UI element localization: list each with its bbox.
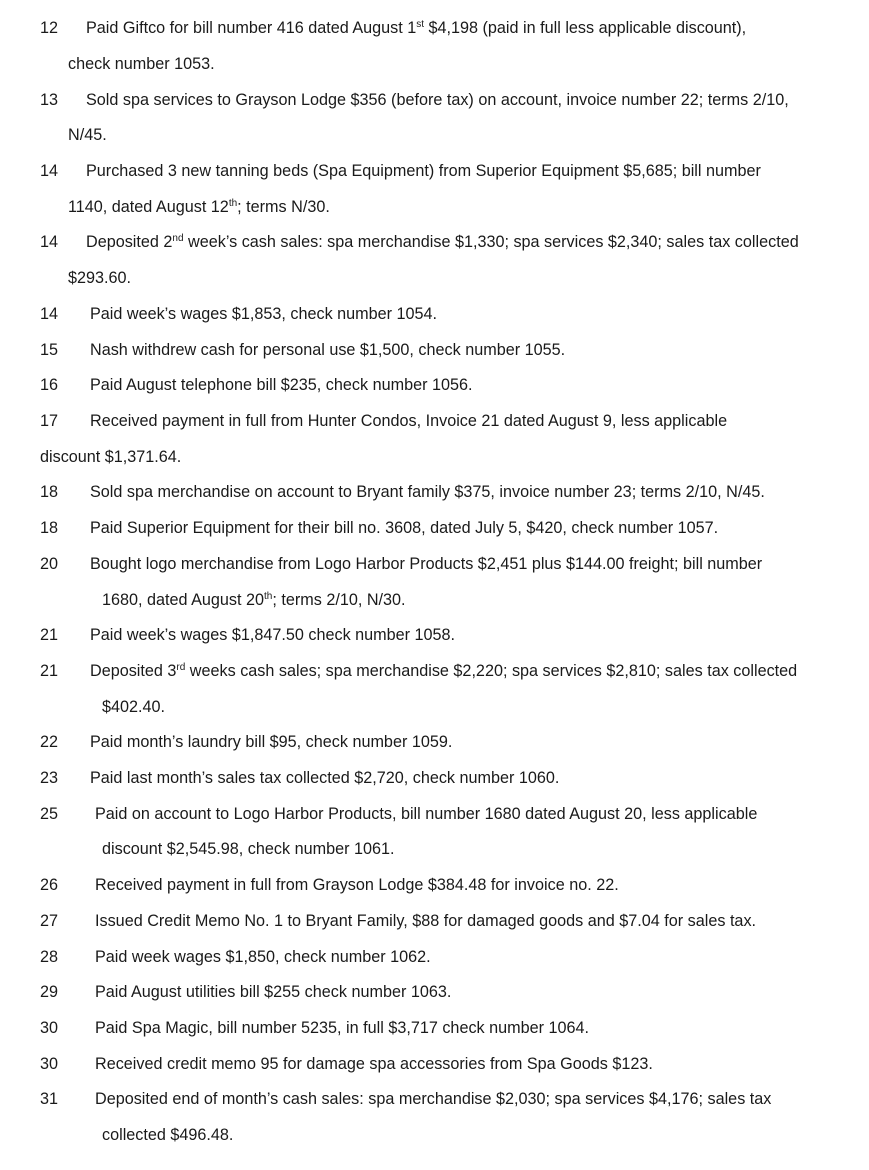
entry-text: Bought logo merchandise from Logo Harbor Products $2,451 plus $144.00 freight; bill number: [90, 555, 763, 573]
entry-day: 17: [40, 412, 59, 430]
entry-text: Purchased 3 new tanning beds (Spa Equipment) from Superior Equipment $5,685; bill number: [86, 162, 761, 180]
entry-text: Paid Spa Magic, bill number 5235, in full $3,717 check number 1064.: [95, 1019, 590, 1037]
entry-text: Sold spa merchandise on account to Bryant family $375, invoice number 23; terms 2/10, N/45.: [90, 483, 765, 501]
entry-text: Deposited end of month’s cash sales: spa merchandise $2,030; spa services $4,176; sales tax: [95, 1090, 772, 1108]
entry-text: Paid week’s wages $1,847.50 check number 1058.: [90, 626, 456, 644]
entry-day: 18: [40, 519, 59, 537]
entry-text: Paid Giftco for bill number 416 dated August 1st $4,198 (paid in full less applicable discount),: [86, 19, 747, 37]
entry-text: Received payment in full from Grayson Lodge $384.48 for invoice no. 22.: [95, 876, 619, 894]
entry-text: Paid last month’s sales tax collected $2,720, check number 1060.: [90, 769, 560, 787]
entry-day: 13: [40, 91, 59, 109]
entry-text: Paid month’s laundry bill $95, check number 1059.: [90, 733, 453, 751]
entry-day: 26: [40, 876, 59, 894]
entry-day: 14: [40, 162, 59, 180]
entry-day: 20: [40, 555, 59, 573]
entry-text: Paid August telephone bill $235, check number 1056.: [90, 376, 473, 394]
entry-text: Paid August utilities bill $255 check number 1063.: [95, 983, 452, 1001]
entry-day: 25: [40, 805, 59, 823]
entry-day: 29: [40, 983, 59, 1001]
entry-day: 21: [40, 626, 59, 644]
entry-day: 12: [40, 19, 59, 37]
entry-day: 14: [40, 305, 59, 323]
entry-day: 15: [40, 341, 59, 359]
entry-day: 23: [40, 769, 59, 787]
entry-text: Deposited 3rd weeks cash sales; spa merchandise $2,220; spa services $2,810; sales tax collected: [90, 662, 798, 680]
entry-day: 31: [40, 1090, 59, 1108]
entry-text: Nash withdrew cash for personal use $1,500, check number 1055.: [90, 341, 566, 359]
entry-text: Paid on account to Logo Harbor Products, bill number 1680 dated August 20, less applicable: [95, 805, 758, 823]
transaction-list: 12 Paid Giftco for bill number 416 dated August 1st $4,198 (paid in full less applicable discount), check number 1053. 13 Sold spa services to Grayson Lodge $356 (before tax) on account, invoice number 22; terms 2/10, N/45. 14 Purchased 3 new tanning beds (Spa Equipment) from Superior Equipment $5,685; bill number 1140, dated August 12th; terms N/30. 14 Deposited 2nd week’s cash sales: spa merchandise $1,330; spa services $2,340; sales tax collected $293.60. 14 Paid week’s wages $1,853, check number 1054. 15 Nash withdrew cash for personal use $1,500, check number 1055. 16 Paid August telephone bill $235, check number 1056. 17 Received payment in full from Hunter Condos, Invoice 21 dated August 9, less applicable discount $1,371.64. 18 Sold spa merchandise on account to Bryant family $375, invoice number 23; terms 2/10, N/45. 18 Paid Superior Equipment for their bill no. 3608, dated July 5, $420, check number 1057. 20 Bought logo merchandise from Logo Harbor Products $2,451 plus $144.00 freight; bill number 1680, dated August 20th; terms 2/10, N/30. 21 Paid week’s wages $1,847.50 check number 1058. 21 Deposited 3rd weeks cash sales; spa merchandise $2,220; spa services $2,810; sales tax collected $402.40. 22 Paid month’s laundry bill $95, check number 1059. 23 Paid last month’s sales tax collected $2,720, check number 1060. 25 Paid on account to Logo Harbor Products, bill number 1680 dated August 20, less applicable discount $2,545.98, check number 1061. 26 Received payment in full from Grayson Lodge $384.48 for invoice no. 22. 27 Issued Credit Memo No. 1 to Bryant Family, $88 for damaged goods and $7.04 for sales tax. 28 Paid week wages $1,850, check number 1062. 29 Paid August utilities bill $255 check number 1063. 30 Paid Spa Magic, bill number 5235, in full $3,717 check number 1064. 30 Received credit memo 95 for damage spa accessories from Spa Goods $123. 31 Deposited end of month’s cash sales: spa merchandise $2,030; spa services $4,176; sales tax collected $496.48.: [40, 19, 799, 1144]
entry-text: Received payment in full from Hunter Condos, Invoice 21 dated August 9, less applicable: [90, 412, 728, 430]
entry-text: Paid week’s wages $1,853, check number 1054.: [90, 305, 438, 323]
entry-day: 18: [40, 483, 59, 501]
entry-text: Paid Superior Equipment for their bill no. 3608, dated July 5, $420, check number 1057.: [90, 519, 719, 537]
entry-text: Deposited 2nd week’s cash sales: spa merchandise $1,330; spa services $2,340; sales tax collected: [86, 233, 799, 251]
entry-day: 14: [40, 233, 59, 251]
entry-day: 21: [40, 662, 59, 680]
entry-day: 27: [40, 912, 59, 930]
entry-text: Received credit memo 95 for damage spa accessories from Spa Goods $123.: [95, 1055, 653, 1073]
entry-day: 16: [40, 376, 59, 394]
entry-day: 30: [40, 1019, 59, 1037]
entry-day: 28: [40, 948, 59, 966]
entry-text: Paid week wages $1,850, check number 1062.: [95, 948, 431, 966]
entry-day: 30: [40, 1055, 59, 1073]
entry-text: Issued Credit Memo No. 1 to Bryant Family, $88 for damaged goods and $7.04 for sales tax.: [95, 912, 757, 930]
entry-day: 22: [40, 733, 59, 751]
entry-text: Sold spa services to Grayson Lodge $356 (before tax) on account, invoice number 22; terms 2/10,: [86, 91, 789, 109]
